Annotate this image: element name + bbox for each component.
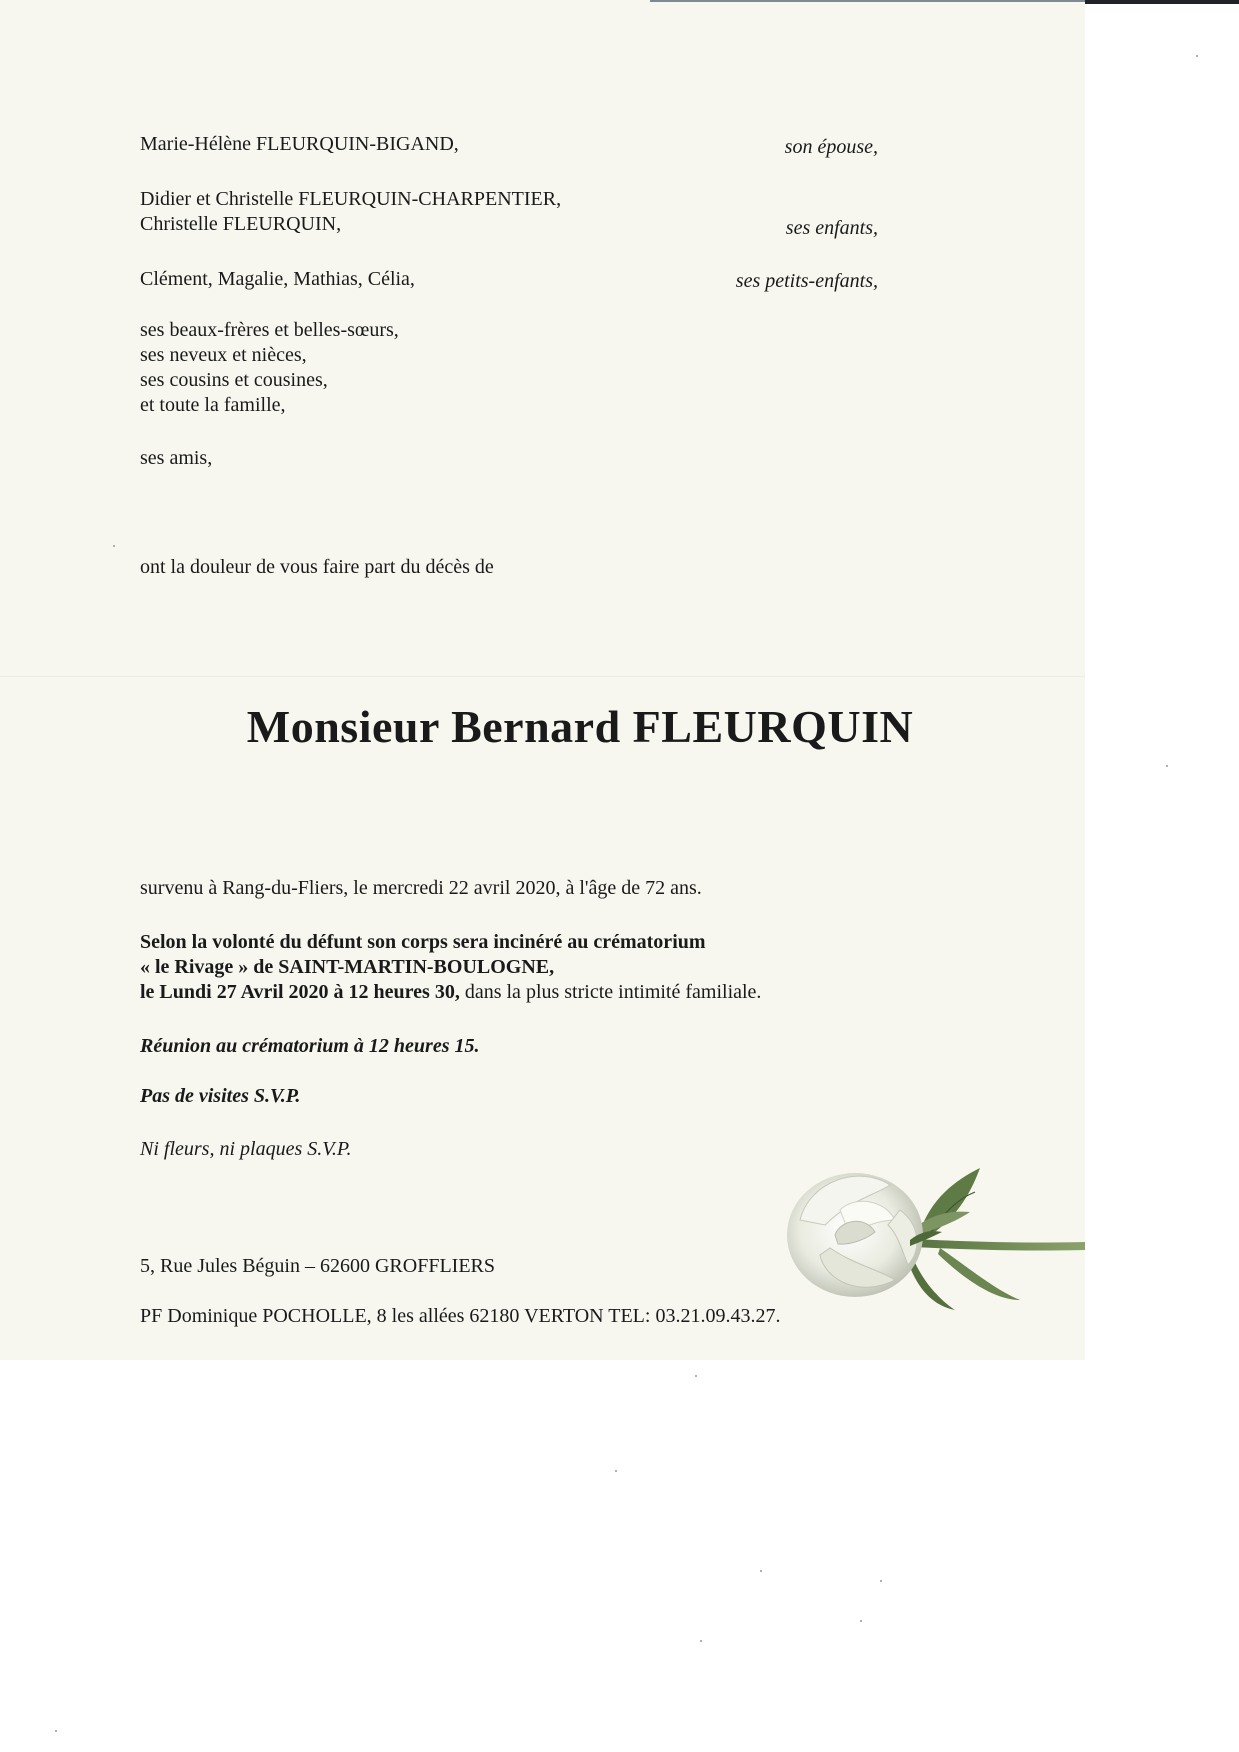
ceremony-date-time: le Lundi 27 Avril 2020 à 12 heures 30,	[140, 981, 460, 1003]
family-name-grandchildren: Clément, Magalie, Mathias, Célia,	[140, 268, 415, 290]
family-extended-4: et toute la famille,	[140, 394, 286, 416]
scan-speck	[113, 545, 115, 547]
family-role-children: ses enfants,	[785, 217, 878, 239]
scan-speck	[695, 1375, 697, 1377]
ceremony-line-3	[140, 980, 761, 1004]
death-details: survenu à Rang-du-Fliers, le mercredi 22 avril 2020, à l'âge de 72 ans.	[140, 877, 702, 899]
announcement-text: ont la douleur de vous faire part du décès de	[140, 556, 494, 578]
family-name-child-1: Didier et Christelle FLEURQUIN-CHARPENTIER,	[140, 188, 562, 210]
family-name-spouse: Marie-Hélène FLEURQUIN-BIGAND,	[140, 133, 459, 155]
ceremony-privacy: dans la plus stricte intimité familiale.	[459, 981, 762, 1003]
deceased-name: Monsieur Bernard FLEURQUIN	[246, 701, 914, 752]
family-role-spouse: son épouse,	[784, 136, 878, 158]
meeting-info: Réunion au crématorium à 12 heures 15.	[140, 1035, 480, 1057]
scan-speck	[55, 1730, 57, 1732]
family-friends: ses amis,	[140, 447, 213, 469]
no-flowers-notice: Ni fleurs, ni plaques S.V.P.	[140, 1138, 352, 1160]
card-fold-line	[0, 676, 1085, 677]
scan-speck	[880, 1580, 882, 1582]
family-role-grandchildren: ses petits-enfants,	[735, 270, 878, 292]
family-extended-1: ses beaux-frères et belles-sœurs,	[140, 319, 399, 341]
scan-edge-dark	[1085, 0, 1239, 4]
scan-speck	[615, 1470, 617, 1472]
scan-speck	[760, 1570, 762, 1572]
ceremony-line-1: Selon la volonté du défunt son corps sera incinéré au crématorium	[140, 931, 706, 953]
family-address: 5, Rue Jules Béguin – 62600 GROFFLIERS	[140, 1255, 496, 1277]
scan-speck	[1196, 55, 1198, 57]
scan-speck	[1166, 765, 1168, 767]
no-visits-notice: Pas de visites S.V.P.	[140, 1085, 301, 1107]
family-extended-2: ses neveux et nièces,	[140, 344, 307, 366]
funeral-home-contact: PF Dominique POCHOLLE, 8 les allées 62180 VERTON TEL: 03.21.09.43.27.	[140, 1305, 781, 1327]
ceremony-line-2: « le Rivage » de SAINT-MARTIN-BOULOGNE,	[140, 956, 555, 978]
family-name-child-2: Christelle FLEURQUIN,	[140, 213, 342, 235]
scan-edge-line	[650, 0, 1085, 2]
scan-speck	[860, 1620, 862, 1622]
family-extended-3: ses cousins et cousines,	[140, 369, 328, 391]
scan-speck	[700, 1640, 702, 1642]
white-rose-icon	[770, 1140, 1085, 1320]
